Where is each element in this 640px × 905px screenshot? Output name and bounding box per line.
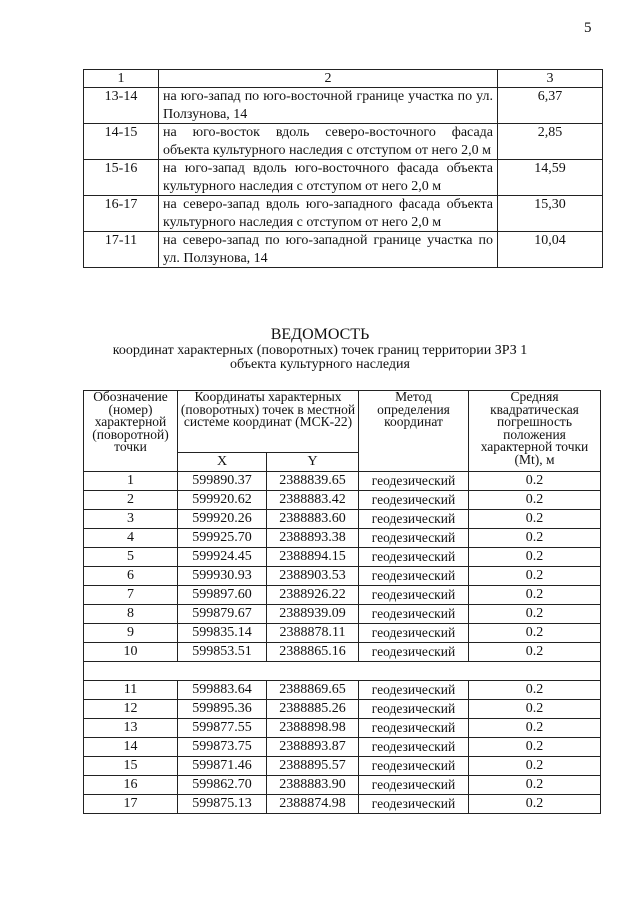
y-coordinate-cell: 2388898.98 xyxy=(267,719,359,738)
y-coordinate-cell: 2388926.22 xyxy=(267,586,359,605)
point-number-cell: 12 xyxy=(84,700,178,719)
error-cell: 0.2 xyxy=(469,567,601,586)
statement-title: ВЕДОМОСТЬ xyxy=(270,326,370,343)
point-number-cell: 14 xyxy=(84,738,178,757)
table-row xyxy=(84,510,601,529)
page-number: 5 xyxy=(584,20,592,36)
table-header-row xyxy=(84,70,603,88)
error-cell: 0.2 xyxy=(469,681,601,700)
error-cell: 0.2 xyxy=(469,738,601,757)
table-row xyxy=(84,719,601,738)
table-row xyxy=(84,548,601,567)
point-number-cell: 16 xyxy=(84,776,178,795)
y-coordinate-cell: 2388893.38 xyxy=(267,529,359,548)
method-cell: геодезический xyxy=(359,605,469,624)
x-coordinate-cell: 599883.64 xyxy=(178,681,267,700)
method-cell: геодезический xyxy=(359,700,469,719)
y-coordinate-cell: 2388865.16 xyxy=(267,643,359,662)
description-cell: на северо-запад вдоль юго-западного фасада объекта культурного наследия с отступом от него 2,0 м xyxy=(159,196,498,232)
description-cell: на юго-запад вдоль юго-восточного фасада объекта культурного наследия с отступом от него 2,0 м xyxy=(159,160,498,196)
x-coordinate-cell: 599853.51 xyxy=(178,643,267,662)
method-cell: геодезический xyxy=(359,491,469,510)
column-header-error: Средняя квадратическая погрешность положения характерной точки (Mt), м xyxy=(469,391,601,472)
x-coordinate-cell: 599930.93 xyxy=(178,567,267,586)
method-cell: геодезический xyxy=(359,510,469,529)
y-coordinate-cell: 2388883.90 xyxy=(267,776,359,795)
table-row xyxy=(84,643,601,662)
segment-cell: 15-16 xyxy=(84,160,159,196)
error-cell: 0.2 xyxy=(469,700,601,719)
y-coordinate-cell: 2388895.57 xyxy=(267,757,359,776)
method-cell: геодезический xyxy=(359,681,469,700)
table-row xyxy=(84,738,601,757)
y-coordinate-cell: 2388939.09 xyxy=(267,605,359,624)
point-number-cell: 4 xyxy=(84,529,178,548)
x-coordinate-cell: 599877.55 xyxy=(178,719,267,738)
y-coordinate-cell: 2388878.11 xyxy=(267,624,359,643)
x-coordinate-cell: 599873.75 xyxy=(178,738,267,757)
boundary-description-table xyxy=(83,69,603,268)
point-number-cell: 2 xyxy=(84,491,178,510)
column-header-method: Метод определения координат xyxy=(359,391,469,472)
point-number-cell: 3 xyxy=(84,510,178,529)
description-cell: на юго-восток вдоль северо-восточного фасада объекта культурного наследия с отступом от него 2,0 м xyxy=(159,124,498,160)
table-row xyxy=(84,624,601,643)
y-coordinate-cell: 2388874.98 xyxy=(267,795,359,814)
y-coordinate-cell: 2388883.42 xyxy=(267,491,359,510)
method-cell: геодезический xyxy=(359,548,469,567)
segment-cell: 13-14 xyxy=(84,88,159,124)
point-number-cell: 5 xyxy=(84,548,178,567)
error-cell: 0.2 xyxy=(469,586,601,605)
segment-cell: 14-15 xyxy=(84,124,159,160)
error-cell: 0.2 xyxy=(469,548,601,567)
segment-cell: 16-17 xyxy=(84,196,159,232)
y-coordinate-cell: 2388839.65 xyxy=(267,472,359,491)
point-number-cell: 15 xyxy=(84,757,178,776)
table-row xyxy=(84,196,603,232)
table-row xyxy=(84,681,601,700)
error-cell: 0.2 xyxy=(469,529,601,548)
statement-subtitle: объекта культурного наследия xyxy=(230,357,410,372)
table-row xyxy=(84,160,603,196)
x-coordinate-cell: 599920.26 xyxy=(178,510,267,529)
column-header: 1 xyxy=(84,70,159,88)
table-row xyxy=(84,776,601,795)
method-cell: геодезический xyxy=(359,567,469,586)
method-cell: геодезический xyxy=(359,586,469,605)
error-cell: 0.2 xyxy=(469,776,601,795)
segment-cell: 17-11 xyxy=(84,232,159,268)
method-cell: геодезический xyxy=(359,529,469,548)
table-row xyxy=(84,605,601,624)
table-row xyxy=(84,232,603,268)
x-coordinate-cell: 599895.36 xyxy=(178,700,267,719)
method-cell: геодезический xyxy=(359,776,469,795)
error-cell: 0.2 xyxy=(469,624,601,643)
separator-row xyxy=(84,662,601,681)
x-coordinate-cell: 599890.37 xyxy=(178,472,267,491)
column-header-x: X xyxy=(178,452,267,471)
description-cell: на юго-запад по юго-восточной границе участка по ул. Ползунова, 14 xyxy=(159,88,498,124)
x-coordinate-cell: 599924.45 xyxy=(178,548,267,567)
y-coordinate-cell: 2388903.53 xyxy=(267,567,359,586)
length-cell: 14,59 xyxy=(498,160,603,196)
method-cell: геодезический xyxy=(359,757,469,776)
point-number-cell: 10 xyxy=(84,643,178,662)
error-cell: 0.2 xyxy=(469,719,601,738)
table-row xyxy=(84,472,601,491)
column-header-y: Y xyxy=(267,452,359,471)
table-row xyxy=(84,88,603,124)
column-header-point: Обозначение (номер) характерной (поворотной) точки xyxy=(84,391,178,472)
method-cell: геодезический xyxy=(359,472,469,491)
column-header: 3 xyxy=(498,70,603,88)
method-cell: геодезический xyxy=(359,624,469,643)
coordinates-table xyxy=(83,390,601,814)
method-cell: геодезический xyxy=(359,795,469,814)
x-coordinate-cell: 599920.62 xyxy=(178,491,267,510)
point-number-cell: 1 xyxy=(84,472,178,491)
point-number-cell: 8 xyxy=(84,605,178,624)
point-number-cell: 13 xyxy=(84,719,178,738)
x-coordinate-cell: 599925.70 xyxy=(178,529,267,548)
y-coordinate-cell: 2388869.65 xyxy=(267,681,359,700)
point-number-cell: 11 xyxy=(84,681,178,700)
table-row xyxy=(84,491,601,510)
column-header: 2 xyxy=(159,70,498,88)
error-cell: 0.2 xyxy=(469,643,601,662)
table-row xyxy=(84,124,603,160)
length-cell: 10,04 xyxy=(498,232,603,268)
x-coordinate-cell: 599897.60 xyxy=(178,586,267,605)
error-cell: 0.2 xyxy=(469,795,601,814)
error-cell: 0.2 xyxy=(469,605,601,624)
x-coordinate-cell: 599875.13 xyxy=(178,795,267,814)
table-row xyxy=(84,586,601,605)
table-header-row xyxy=(84,391,601,453)
method-cell: геодезический xyxy=(359,738,469,757)
point-number-cell: 9 xyxy=(84,624,178,643)
y-coordinate-cell: 2388885.26 xyxy=(267,700,359,719)
point-number-cell: 17 xyxy=(84,795,178,814)
point-number-cell: 7 xyxy=(84,586,178,605)
table-row xyxy=(84,529,601,548)
x-coordinate-cell: 599835.14 xyxy=(178,624,267,643)
table-row xyxy=(84,700,601,719)
x-coordinate-cell: 599879.67 xyxy=(178,605,267,624)
y-coordinate-cell: 2388893.87 xyxy=(267,738,359,757)
length-cell: 6,37 xyxy=(498,88,603,124)
table-row xyxy=(84,567,601,586)
error-cell: 0.2 xyxy=(469,757,601,776)
description-cell: на северо-запад по юго-западной границе участка по ул. Ползунова, 14 xyxy=(159,232,498,268)
column-header-coords: Координаты характерных (поворотных) точек в местной системе координат (МСК-22) xyxy=(178,391,359,453)
length-cell: 15,30 xyxy=(498,196,603,232)
method-cell: геодезический xyxy=(359,719,469,738)
y-coordinate-cell: 2388883.60 xyxy=(267,510,359,529)
error-cell: 0.2 xyxy=(469,510,601,529)
x-coordinate-cell: 599862.70 xyxy=(178,776,267,795)
length-cell: 2,85 xyxy=(498,124,603,160)
point-number-cell: 6 xyxy=(84,567,178,586)
method-cell: геодезический xyxy=(359,643,469,662)
error-cell: 0.2 xyxy=(469,491,601,510)
error-cell: 0.2 xyxy=(469,472,601,491)
separator-cell xyxy=(84,662,601,681)
table-row xyxy=(84,795,601,814)
x-coordinate-cell: 599871.46 xyxy=(178,757,267,776)
table-row xyxy=(84,757,601,776)
statement-subtitle: координат характерных (поворотных) точек границ территории ЗРЗ 1 xyxy=(112,343,528,358)
y-coordinate-cell: 2388894.15 xyxy=(267,548,359,567)
